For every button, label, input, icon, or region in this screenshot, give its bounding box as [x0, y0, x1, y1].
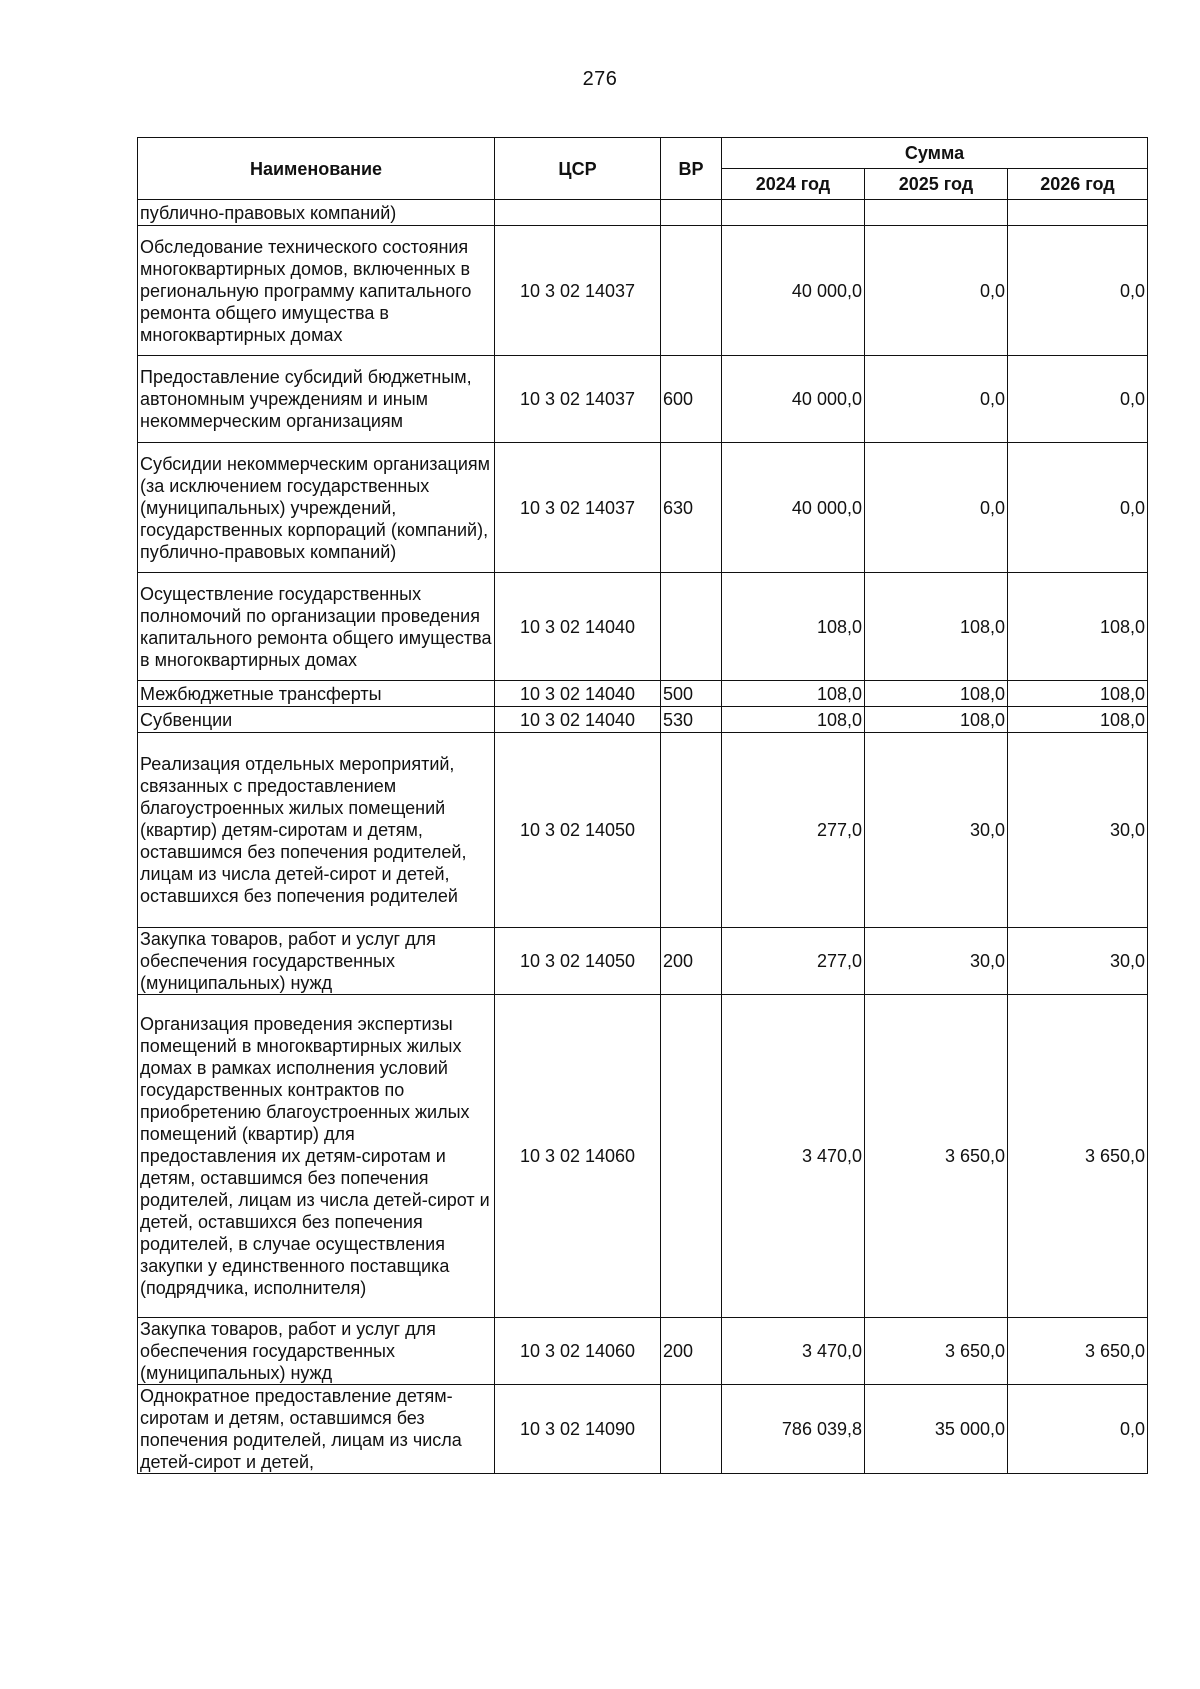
row-vr-cell: 600 [661, 356, 722, 443]
row-name-cell: Обследование технического состояния многоквартирных домов, включенных в региональную программу капитального ремонта общего имущества в многоквартирных домах [138, 226, 495, 356]
row-name-cell: Предоставление субсидий бюджетным, автономным учреждениям и иным некоммерческим организациям [138, 356, 495, 443]
row-2025-cell: 108,0 [865, 681, 1008, 707]
row-2026-cell: 108,0 [1008, 707, 1148, 733]
row-csr-cell: 10 3 02 14050 [495, 928, 661, 995]
row-2026-cell: 0,0 [1008, 356, 1148, 443]
row-csr-cell: 10 3 02 14060 [495, 1318, 661, 1385]
table-row [138, 443, 1148, 573]
row-vr-cell: 500 [661, 681, 722, 707]
row-2026-cell [1008, 200, 1148, 226]
row-2026-cell: 3 650,0 [1008, 995, 1148, 1318]
row-2026-cell: 0,0 [1008, 226, 1148, 356]
row-vr-cell: 200 [661, 1318, 722, 1385]
row-vr-cell [661, 226, 722, 356]
row-2026-cell: 108,0 [1008, 681, 1148, 707]
row-vr-cell: 200 [661, 928, 722, 995]
table-row [138, 733, 1148, 928]
row-name-cell: Реализация отдельных мероприятий, связанных с предоставлением благоустроенных жилых помещений (квартир) детям-сиротам и детям, оставшимся без попечения родителей, лицам из числа детей-сирот и детей, оставшихся без попечения родителей [138, 733, 495, 928]
row-name-cell: Закупка товаров, работ и услуг для обеспечения государственных (муниципальных) нужд [138, 1318, 495, 1385]
row-2024-cell: 40 000,0 [722, 356, 865, 443]
row-vr-cell [661, 733, 722, 928]
table-row [138, 200, 1148, 226]
row-2026-cell: 3 650,0 [1008, 1318, 1148, 1385]
header-name: Наименование [138, 138, 495, 200]
table-row [138, 995, 1148, 1318]
row-csr-cell: 10 3 02 14037 [495, 356, 661, 443]
row-csr-cell: 10 3 02 14037 [495, 443, 661, 573]
row-2026-cell: 0,0 [1008, 1385, 1148, 1474]
row-2026-cell: 30,0 [1008, 733, 1148, 928]
row-2024-cell: 40 000,0 [722, 443, 865, 573]
row-2024-cell: 3 470,0 [722, 995, 865, 1318]
table-row [138, 356, 1148, 443]
page-number: 276 [582, 68, 618, 90]
header-sum: Сумма [722, 138, 1148, 169]
header-year-2026: 2026 год [1008, 169, 1148, 200]
header-year-2025: 2025 год [865, 169, 1008, 200]
row-name-cell: Закупка товаров, работ и услуг для обеспечения государственных (муниципальных) нужд [138, 928, 495, 995]
row-2025-cell: 35 000,0 [865, 1385, 1008, 1474]
row-name-cell: Субвенции [138, 707, 495, 733]
table-row [138, 928, 1148, 995]
row-name-cell: Субсидии некоммерческим организациям (за исключением государственных (муниципальных) учреждений, государственных корпораций (компаний), публично-правовых компаний) [138, 443, 495, 573]
header-vr: ВР [661, 138, 722, 200]
table-row [138, 226, 1148, 356]
row-2024-cell: 40 000,0 [722, 226, 865, 356]
row-2024-cell: 786 039,8 [722, 1385, 865, 1474]
row-2025-cell: 30,0 [865, 733, 1008, 928]
row-csr-cell: 10 3 02 14090 [495, 1385, 661, 1474]
row-csr-cell: 10 3 02 14040 [495, 681, 661, 707]
row-csr-cell: 10 3 02 14060 [495, 995, 661, 1318]
row-vr-cell: 630 [661, 443, 722, 573]
row-name-cell: Однократное предоставление детям-сиротам и детям, оставшимся без попечения родителей, лицам из числа детей-сирот и детей, [138, 1385, 495, 1474]
row-2025-cell: 0,0 [865, 443, 1008, 573]
table-row [138, 681, 1148, 707]
row-2026-cell: 0,0 [1008, 443, 1148, 573]
row-name-cell: Организация проведения экспертизы помещений в многоквартирных жилых домах в рамках исполнения условий государственных контрактов по приобретению благоустроенных жилых помещений (квартир) для предоставления их детям-сиротам и детям, оставшимся без попечения родителей, лицам из числа детей-сирот и детей, оставшихся без попечения родителей, в случае осуществления закупки у единственного поставщика (подрядчика, исполнителя) [138, 995, 495, 1318]
row-2024-cell: 108,0 [722, 707, 865, 733]
header-year-2024: 2024 год [722, 169, 865, 200]
row-csr-cell: 10 3 02 14040 [495, 573, 661, 681]
row-2024-cell: 3 470,0 [722, 1318, 865, 1385]
row-2026-cell: 108,0 [1008, 573, 1148, 681]
row-2025-cell: 30,0 [865, 928, 1008, 995]
table-row [138, 1385, 1148, 1474]
row-vr-cell [661, 995, 722, 1318]
row-2024-cell: 108,0 [722, 681, 865, 707]
row-csr-cell: 10 3 02 14040 [495, 707, 661, 733]
row-vr-cell: 530 [661, 707, 722, 733]
row-2024-cell: 108,0 [722, 573, 865, 681]
row-2024-cell: 277,0 [722, 733, 865, 928]
table-row [138, 707, 1148, 733]
table-body [138, 200, 1148, 1474]
row-2025-cell: 0,0 [865, 226, 1008, 356]
table-row [138, 1318, 1148, 1385]
table-row [138, 573, 1148, 681]
row-2024-cell [722, 200, 865, 226]
header-csr: ЦСР [495, 138, 661, 200]
row-2025-cell: 108,0 [865, 573, 1008, 681]
budget-table [137, 137, 1148, 1474]
row-vr-cell [661, 200, 722, 226]
row-2024-cell: 277,0 [722, 928, 865, 995]
row-name-cell: Осуществление государственных полномочий по организации проведения капитального ремонта общего имущества в многоквартирных домах [138, 573, 495, 681]
row-csr-cell: 10 3 02 14037 [495, 226, 661, 356]
row-2026-cell: 30,0 [1008, 928, 1148, 995]
row-name-cell: публично-правовых компаний) [138, 200, 495, 226]
row-csr-cell [495, 200, 661, 226]
row-2025-cell: 3 650,0 [865, 995, 1008, 1318]
row-2025-cell [865, 200, 1008, 226]
row-2025-cell: 108,0 [865, 707, 1008, 733]
row-2025-cell: 3 650,0 [865, 1318, 1008, 1385]
row-csr-cell: 10 3 02 14050 [495, 733, 661, 928]
row-vr-cell [661, 1385, 722, 1474]
row-2025-cell: 0,0 [865, 356, 1008, 443]
row-name-cell: Межбюджетные трансферты [138, 681, 495, 707]
row-vr-cell [661, 573, 722, 681]
